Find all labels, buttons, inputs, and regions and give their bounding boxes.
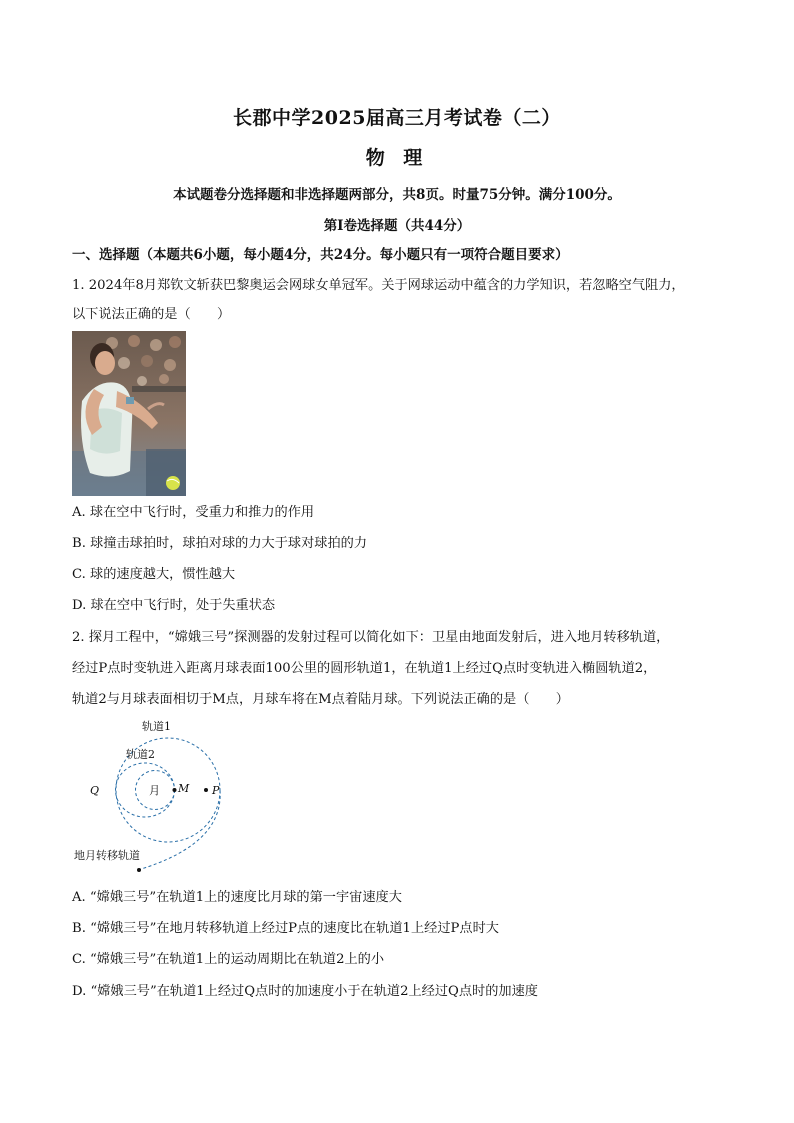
exam-title: 长郡中学2025届高三月考试卷（二） xyxy=(233,107,561,129)
question-2-option-a: A. “嫦娥三号”在轨道1上的速度比月球的第一宇宙速度大 xyxy=(72,890,402,905)
point-p-label: P xyxy=(212,784,220,797)
question-1-option-a: A. 球在空中飞行时，受重力和推力的作用 xyxy=(72,505,315,520)
question-1-stem-line-1: 1. 2024年8月郑钦文斩获巴黎奥运会网球女单冠军。关于网球运动中蕴含的力学知识，若忽略空气阻力， xyxy=(72,278,685,293)
question-2-option-c: C. “嫦娥三号”在轨道1上的运动周期比在轨道2上的小 xyxy=(72,952,385,967)
question-2-option-d: D. “嫦娥三号”在轨道1上经过Q点时的加速度小于在轨道2上经过Q点时的加速度 xyxy=(72,984,538,999)
section-title: 一、选择题（本题共6小题，每小题4分，共24分。每小题只有一项符合题目要求） xyxy=(72,247,569,263)
orbit-1-label: 轨道1 xyxy=(142,720,171,733)
question-2-stem-line-2: 经过P点时变轨进入距离月球表面100公里的圆形轨道1，在轨道1上经过Q点时变轨进入椭圆轨道2， xyxy=(72,661,657,676)
question-2-option-b: B. “嫦娥三号”在地月转移轨道上经过P点的速度比在轨道1上经过P点时大 xyxy=(72,921,499,936)
point-q-label: Q xyxy=(90,784,100,797)
question-1-option-d: D. 球在空中飞行时，处于失重状态 xyxy=(72,598,276,613)
orbit-2-label: 轨道2 xyxy=(126,748,155,761)
subject-title: 物 理 xyxy=(365,147,429,169)
orbit-diagram xyxy=(72,718,240,876)
tennis-player-photo xyxy=(72,331,186,496)
exam-note: 本试题卷分选择题和非选择题两部分，共8页。时量75分钟。满分100分。 xyxy=(173,187,621,203)
question-1-option-b: B. 球撞击球拍时，球拍对球的力大于球对球拍的力 xyxy=(72,536,368,551)
orbit-2-ellipse xyxy=(116,763,175,817)
question-2-stem-line-1: 2. 探月工程中，“嫦娥三号”探测器的发射过程可以简化如下：卫星由地面发射后，进入地月转移轨道， xyxy=(72,630,670,645)
point-m-label: M xyxy=(178,782,190,795)
volume-title: 第Ⅰ卷选择题（共44分） xyxy=(323,218,471,234)
question-1-stem-line-2: 以下说法正确的是（ ） xyxy=(72,307,231,322)
transfer-orbit-path xyxy=(138,790,220,870)
moon-label: 月 xyxy=(149,784,160,797)
transfer-orbit-label: 地月转移轨道 xyxy=(74,849,140,862)
question-1-option-c: C. 球的速度越大，惯性越大 xyxy=(72,567,236,582)
question-2-stem-line-3: 轨道2与月球表面相切于M点，月球车将在M点着陆月球。下列说法正确的是（ ） xyxy=(72,692,569,707)
